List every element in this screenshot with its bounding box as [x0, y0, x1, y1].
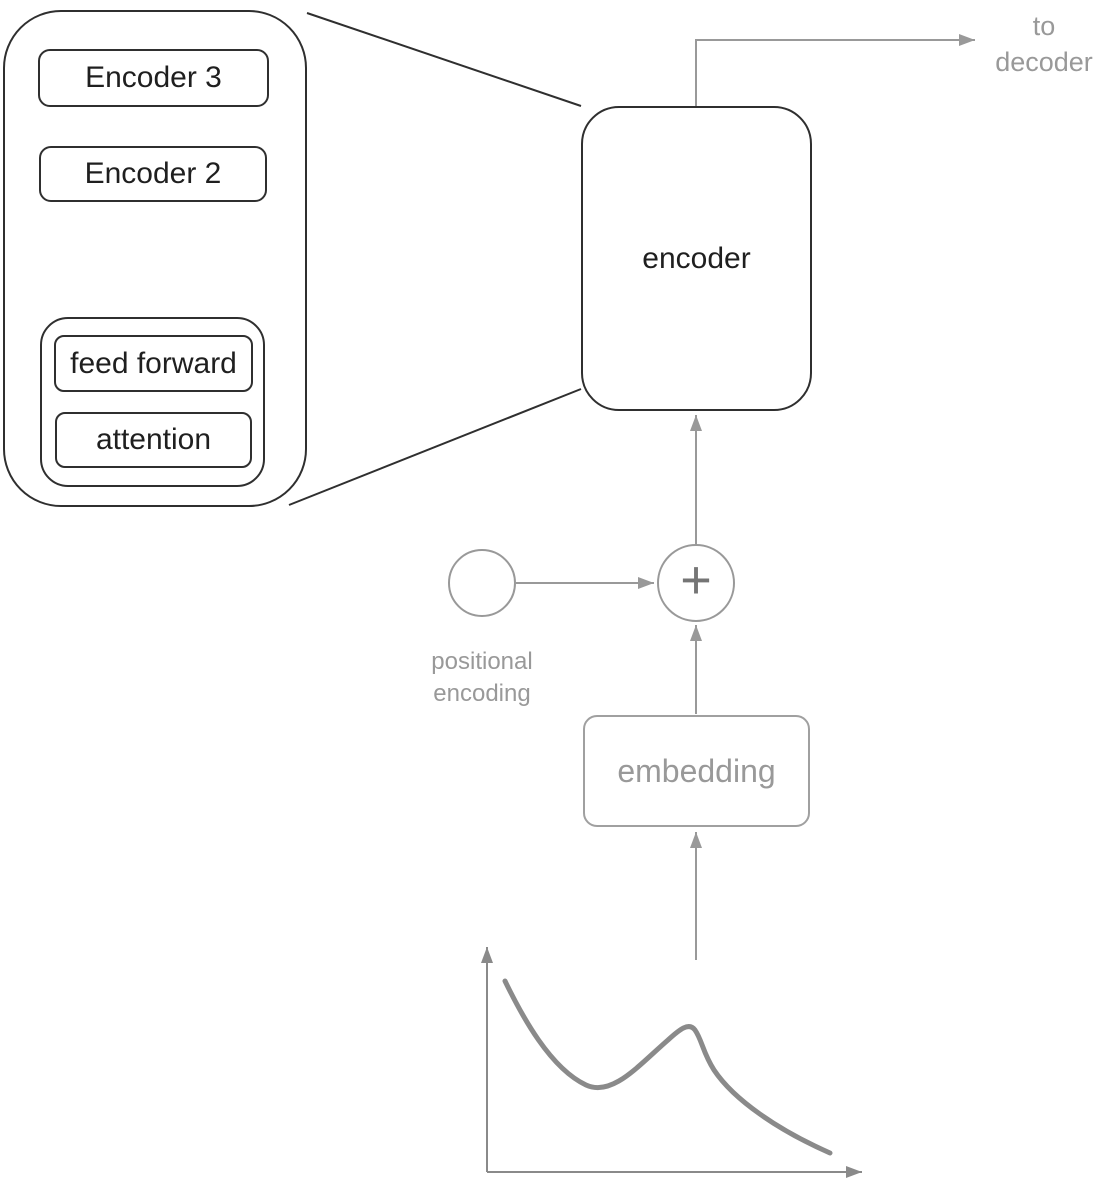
to-decoder-line2: decoder	[995, 47, 1093, 77]
feed-forward-label: feed forward	[70, 346, 237, 380]
add-node-circle	[657, 544, 735, 622]
encoder2-label: Encoder 2	[84, 157, 222, 190]
encoder-box	[581, 106, 812, 411]
to-decoder-label	[988, 8, 1100, 80]
signal-curve	[505, 981, 830, 1153]
positional-encoding-label	[406, 646, 558, 710]
embedding-box	[583, 715, 810, 827]
to-decoder-line1: to	[1032, 11, 1056, 41]
callout-line-top	[307, 13, 581, 106]
arrow-encoder-to-decoder	[696, 40, 975, 106]
encoder3-label: Encoder 3	[85, 61, 222, 94]
positional-encoding-line2: encoding	[433, 680, 531, 707]
positional-encoding-circle	[448, 549, 516, 617]
encoder-label: encoder	[642, 241, 751, 275]
attention-box	[55, 412, 252, 468]
feed-forward-box	[54, 335, 253, 392]
positional-encoding-line1: positional	[431, 648, 533, 675]
attention-label: attention	[95, 423, 212, 456]
plus-icon: +	[680, 550, 712, 610]
encoder3-box	[38, 49, 269, 107]
encoder2-box	[39, 146, 267, 202]
callout-line-bottom	[289, 389, 581, 505]
embedding-label: embedding	[617, 752, 776, 789]
